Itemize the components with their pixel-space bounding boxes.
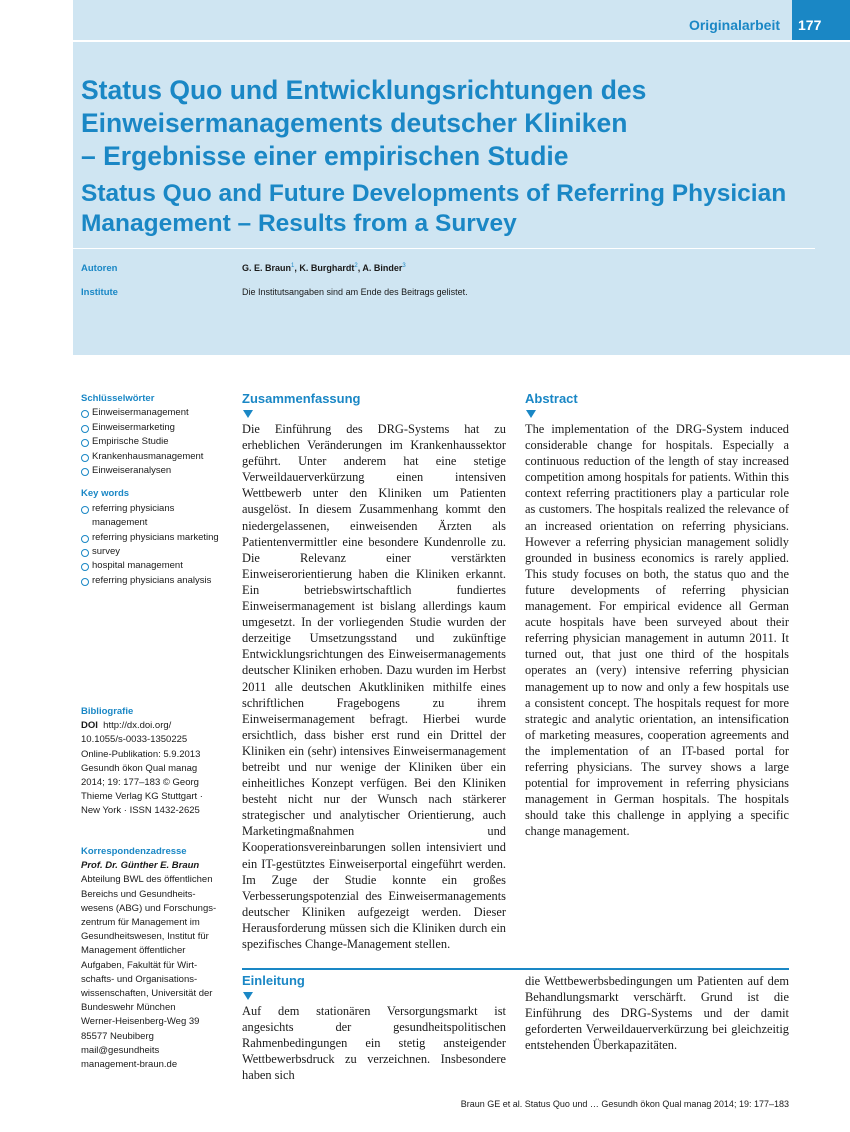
bibliography-line: 10.1055/s-0033-1350225 [81, 734, 188, 746]
bibliography-line: Thieme Verlag KG Stuttgart · [81, 791, 203, 803]
keyword-item: Einweisermanagement [81, 406, 221, 420]
page-number: 177 [792, 0, 850, 40]
abstract-heading: Abstract [525, 391, 578, 406]
zusammenfassung-text: Die Einführung des DRG-Systems hat zu erheblichen Veränderungen im Krankenhaussektor geführt. Unter anderem hat eine stetige Verweildauerverkürzung einen intensiven Wettbewerb unter den Kliniken um Patienten ausgelöst. In diesem Zusammenhang kommt den niedergelassenen, einweisenden Ärzten als Patientenvermittler eine besondere Kundenrolle zu. Die Relevanz einer verstärkten Einweiserorientierung haben die Kliniken erkannt. Ein betriebswirtschaftlich fundiertes Einweisermanagement ist bislang allerdings kaum umgesetzt. In der vorliegenden Studie wurden der derzeitige Umsetzungsstand und zukünftige Entwicklungsrichtungen des Einweisermanagements deutscher Kliniken erhoben. Dazu wurden im Herbst 2011 alle deutschen Akutkliniken mithilfe eines schriftlichen Fragebogens zu ihrem Einweisermanagement befragt. Hierbei wurde ersichtlich, dass bisher erst rund ein Drittel der Kliniken ein (sehr) intensives Einweisermanagement betreibt und nur wenige der Kliniken über ein einheitliches Konzept verfügen. Bei den Kliniken besteht nicht nur der Wunsch nach stärkerer strategischer und analytischer Orientierung, auch Marketingmaßnahmen und Kooperationsvereinbarungen sollen intensiviert und ein IT-gestütztes Einweiserportal eingeführt werden. Im Zuge der Studie konnte ein großes Verbesserungspotenzial des Einweisermanagements deutscher Kliniken aufgezeigt werden. Dieser Herausforderung müssen sich die Kliniken durch ein spezifisches Change-Management stellen. [242, 422, 506, 951]
correspondence-heading: Korrespondenzadresse [81, 846, 187, 857]
header-band [73, 0, 850, 355]
keyword-item: Krankenhausmanagement [81, 450, 221, 464]
title-english-line: Management – Results from a Survey [81, 210, 517, 237]
title-english [81, 179, 801, 239]
author-affiliation: 2 [354, 263, 358, 269]
keywords-de-list [81, 406, 221, 478]
keywords-sidebar [81, 392, 221, 588]
address-line: 85577 Neubiberg [81, 1030, 154, 1042]
header-divider [73, 40, 850, 42]
authors-label: Autoren [81, 263, 118, 274]
authors-list [242, 263, 406, 273]
title-english-line: Status Quo and Future Developments of Referring Physician [81, 180, 787, 207]
bibliography-block [81, 705, 226, 819]
address-line: Management öffentlicher [81, 945, 186, 957]
einleitung-text-left: Auf dem stationären Versorgungsmarkt ist angesichts der gesundheitspolitischen Rahmenbedingungen ein stetig ansteigender Wettbewerbsdruck zu verzeichnen. Insbesondere haben sich [242, 1004, 506, 1083]
address-line: wissenschaften, Universität der [81, 988, 213, 1000]
email-line[interactable]: management-braun.de [81, 1059, 178, 1071]
zusammenfassung-heading: Zusammenfassung [242, 391, 361, 406]
keywords-en-list [81, 502, 221, 588]
address-line: Bundeswehr München [81, 1002, 176, 1014]
abstract-text: The implementation of the DRG-System induced considerable change for hospitals. Especially a continuous reduction of the length of stay increased competition among hospitals for patients. Within this context referring practitioners play a particular role as customers. The hospitals realized the relevance of an increased orientation on referring physicians. However a referring physician management solidly grounded in business economics is rarely applied. This study focuses on both, the status quo and the future developments of referring physician management. For empirical evidence all German acute hospitals have been surveyed about their referring physician management in autumn 2011. It turned out, that just one third of the hospitals operates an (very) intensive referring physician management up to now and only a few hospitals use a consistent concept. The hospitals request for more strategic and analytic orientation, an intensification of marketing measures, cooperation agreements and the implementation of an IT-based portal for referring physicians. The survey shows a large potential for improvement in referring physicians management in German hospitals. The hospitals should take this challenge in applying a specific change management. [525, 422, 789, 839]
keyword-item: hospital management [81, 559, 221, 573]
author-affiliation: 3 [402, 263, 406, 269]
abstract-section [525, 391, 789, 839]
institutes-label: Institute [81, 287, 118, 298]
keywords-de-heading: Schlüsselwörter [81, 393, 155, 404]
bibliography-line: 2014; 19: 177–183 © Georg [81, 777, 199, 789]
bibliography-line: New York · ISSN 1432-2625 [81, 805, 200, 817]
bibliography-line: Gesundh ökon Qual manag [81, 762, 198, 774]
address-line: Werner-Heisenberg-Weg 39 [81, 1016, 200, 1028]
title-german [81, 74, 801, 173]
author-separator: , [357, 263, 363, 273]
title-german-line: Einweisermanagements deutscher Kliniken [81, 108, 628, 138]
triangle-marker-icon [243, 410, 253, 418]
address-line: Aufgaben, Fakultät für Wirt- [81, 959, 198, 971]
keyword-item: Empirische Studie [81, 435, 221, 449]
title-divider [73, 248, 815, 249]
institutes-text: Die Institutsangaben sind am Ende des Beitrags gelistet. [242, 287, 468, 297]
triangle-marker-icon [526, 410, 536, 418]
einleitung-continued [525, 973, 789, 1053]
doi-label: DOI [81, 720, 98, 732]
address-line: Abteilung BWL des öffentlichen [81, 874, 213, 886]
author-name: G. E. Braun [242, 263, 292, 273]
keyword-item: referring physicians analysis [81, 574, 221, 588]
correspondence-name: Prof. Dr. Günther E. Braun [81, 860, 200, 872]
author-name: A. Binder [362, 263, 403, 273]
email-line[interactable]: mail@gesundheits [81, 1044, 160, 1056]
address-line: zentrum für Management im [81, 917, 200, 929]
section-label: Originalarbeit [688, 17, 780, 33]
address-line: schafts- und Organisations- [81, 973, 198, 985]
section-divider [242, 968, 789, 970]
bibliography-line: Online-Publikation: 5.9.2013 [81, 748, 201, 760]
bibliography-doi [81, 719, 226, 733]
doi-link[interactable]: http://dx.doi.org/ [103, 720, 172, 732]
keyword-item: Einweisermarketing [81, 421, 221, 435]
address-line: Bereichs und Gesundheits- [81, 888, 196, 900]
einleitung-heading: Einleitung [242, 973, 305, 988]
einleitung-text-right: die Wettbewerbsbedingungen um Patienten auf dem Behandlungsmarkt verschärft. Grund ist die Einführung des DRG-Systems und der damit geforderten Verweildauerverkürzung bei gleichzeitig entstehenden Überkapazitäten. [525, 974, 789, 1053]
keyword-item: survey [81, 545, 221, 559]
correspondence-block [81, 845, 226, 1072]
author-separator: , [294, 263, 300, 273]
address-line: Gesundheitswesen, Institut für [81, 931, 209, 943]
title-german-line: – Ergebnisse einer empirischen Studie [81, 141, 569, 171]
keyword-item: referring physicians management [81, 502, 221, 531]
bibliography-heading: Bibliografie [81, 706, 134, 717]
footer-citation: Braun GE et al. Status Quo und … Gesundh ökon Qual manag 2014; 19: 177–183 [460, 1099, 789, 1109]
author-name: K. Burghardt [299, 263, 355, 273]
zusammenfassung-section [242, 391, 506, 952]
author-affiliation: 1 [291, 263, 295, 269]
einleitung-section [242, 973, 506, 1083]
keywords-en-heading: Key words [81, 488, 130, 500]
address-line: wesens (ABG) und Forschungs- [81, 902, 217, 914]
title-german-line: Status Quo und Entwicklungsrichtungen des [81, 75, 647, 105]
triangle-marker-icon [243, 992, 253, 1000]
keyword-item: Einweiseranalysen [81, 464, 221, 478]
keyword-item: referring physicians marketing [81, 531, 221, 545]
